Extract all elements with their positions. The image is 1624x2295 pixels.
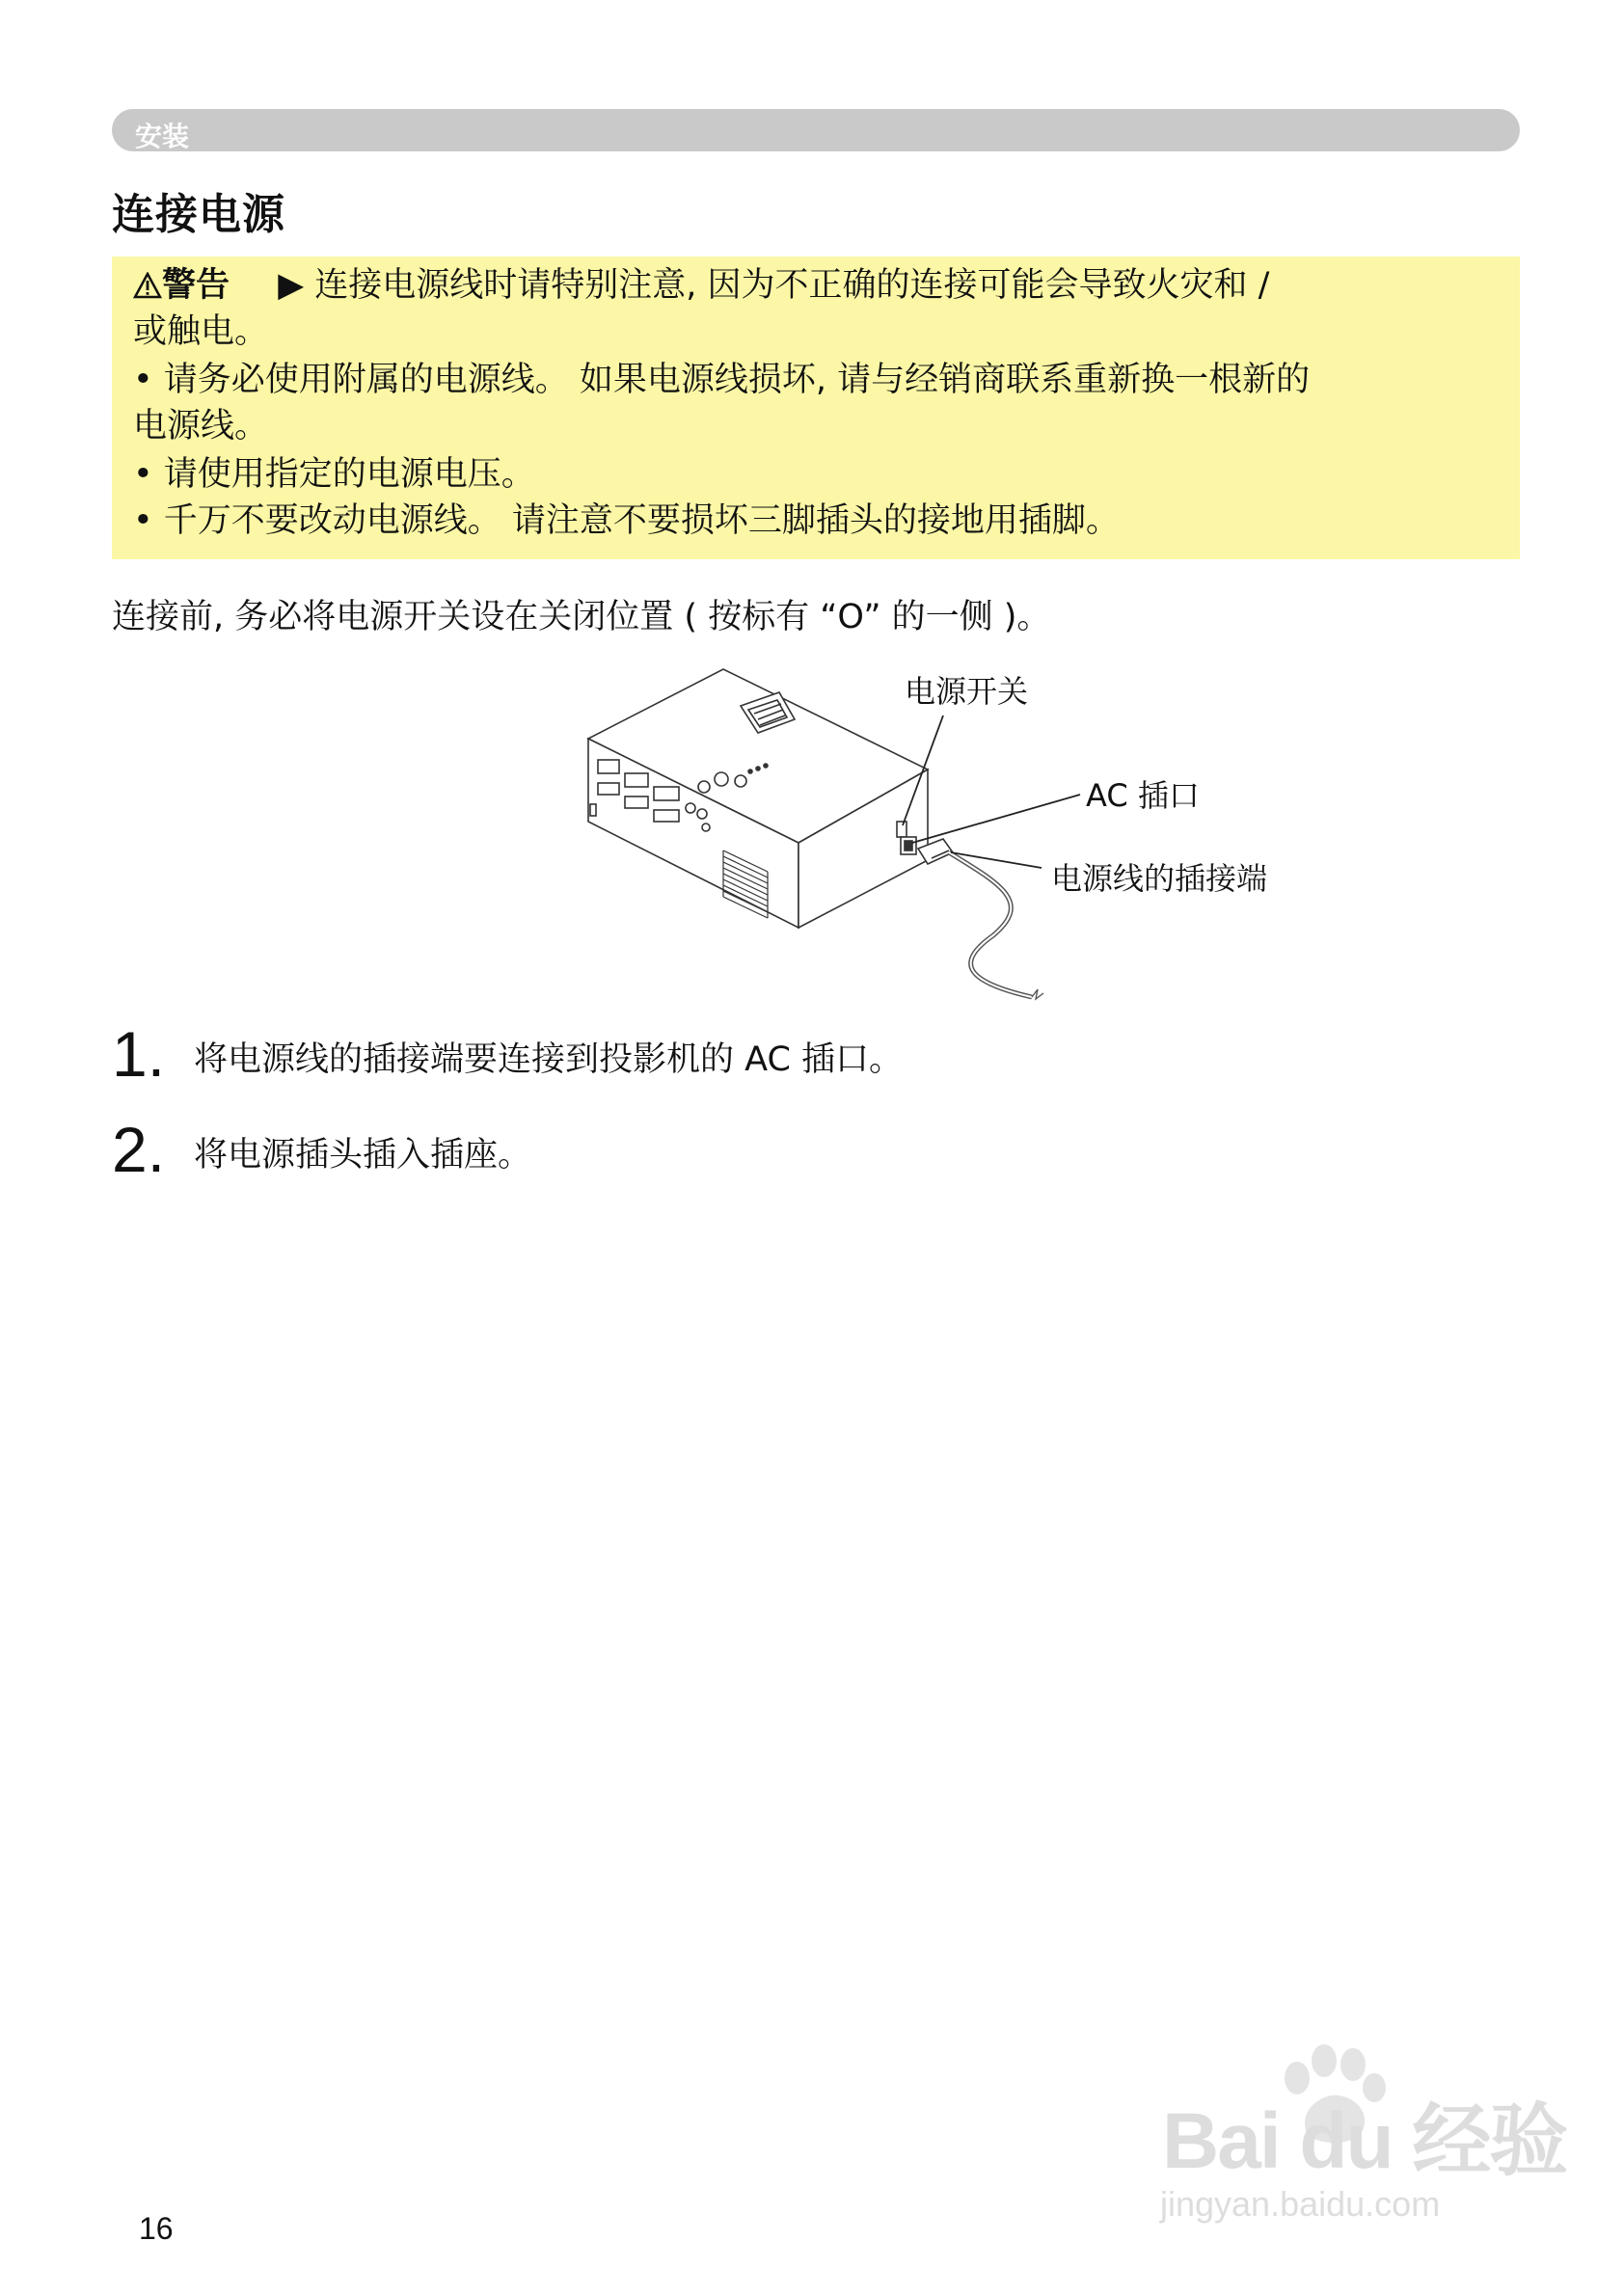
section-label: 安装 <box>135 121 190 152</box>
warning-label-text: 警告 <box>162 266 230 305</box>
section-header-bar <box>112 109 1520 151</box>
intro-text: 连接前, 务必将电源开关设在关闭位置 ( 按标有 “O” 的一侧 )。 <box>112 598 1051 636</box>
warning-line-1 <box>133 262 1269 309</box>
page-number: 16 <box>139 2211 174 2246</box>
baidu-watermark <box>1152 2078 1567 2242</box>
warning-line-6: • 千万不要改动电源线。 请注意不要损坏三脚插头的接地用插脚。 <box>133 501 1120 540</box>
warning-line-4: 电源线。 <box>133 407 269 446</box>
projector-figure <box>579 663 1331 1011</box>
warning-line-3: • 请务必使用附属的电源线。 如果电源线损坏, 请与经销商联系重新换一根新的 <box>133 361 1311 399</box>
warning-line-5: • 请使用指定的电源电压。 <box>133 455 535 494</box>
watermark-url: jingyan.baidu.com <box>1160 2184 1441 2224</box>
warning-triangle-icon <box>133 272 162 299</box>
callout-cord-connector: 电源线的插接端 <box>1051 860 1268 897</box>
step-text: 将电源插头插入插座。 <box>194 1136 532 1174</box>
step-text: 将电源线的插接端要连接到投影机的 AC 插口。 <box>194 1040 904 1079</box>
warning-box <box>112 256 1520 559</box>
watermark-logo: Bai du 经验 <box>1162 2097 1567 2185</box>
page-title: 连接电源 <box>112 190 285 239</box>
warning-label <box>133 266 241 305</box>
step-number: 2. <box>112 1114 166 1185</box>
projector-illustration <box>579 663 1331 1011</box>
callout-power-switch: 电源开关 <box>905 673 1029 710</box>
callout-ac-inlet: AC 插口 <box>1086 777 1200 814</box>
step-number: 1. <box>112 1018 166 1090</box>
warning-line-2: 或触电。 <box>133 312 269 351</box>
warning-text: ▶ 连接电源线时请特别注意, 因为不正确的连接可能会导致火灾和 / <box>278 266 1270 305</box>
